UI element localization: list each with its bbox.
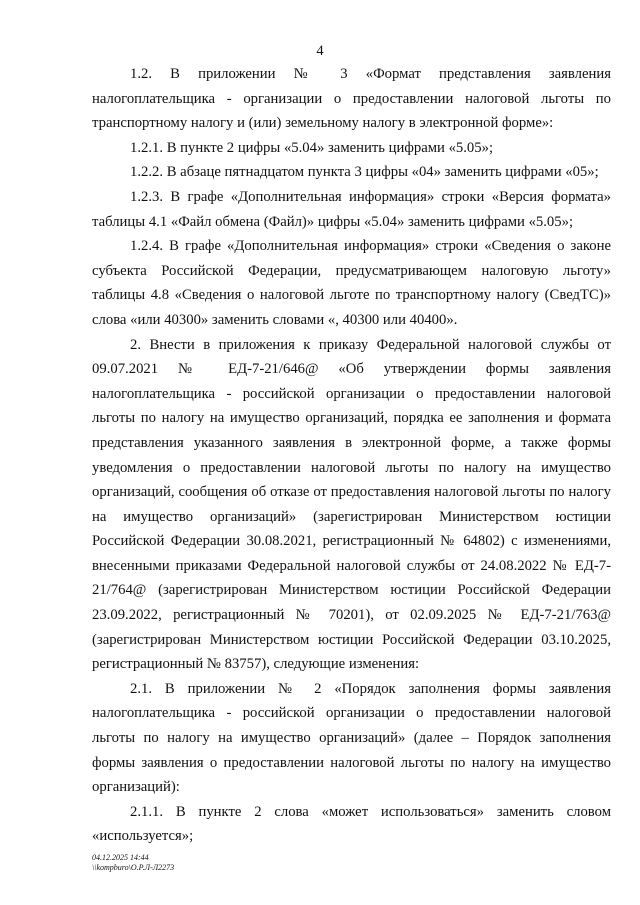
document-body xyxy=(92,62,611,849)
paragraph-1-2: 1.2. В приложении № 3 «Формат представления заявления налогоплательщика - организации о предоставлении налоговой льготы по транспортному налогу и (или) земельному налогу в электронной форме»: xyxy=(92,66,611,132)
footer-path: \\kompburo\О.Р.Л-Л2273 xyxy=(92,863,175,872)
paragraph-1-2-2: 1.2.2. В абзаце пятнадцатом пункта 3 цифры «04» заменить цифрами «05»; xyxy=(130,164,599,181)
paragraph-2-1: 2.1. В приложении № 2 «Порядок заполнения формы заявления налогоплательщика - российской организации о предоставлении налоговой льготы по налогу на имущество организаций» (далее – Порядок заполнения формы заявления о предоставлении налоговой льготы по налогу на имущество организаций): xyxy=(92,680,611,796)
page-number: 4 xyxy=(316,43,324,59)
paragraph-1-2-1: 1.2.1. В пункте 2 цифры «5.04» заменить цифрами «5.05»; xyxy=(130,139,494,156)
paragraph-2: 2. Внести в приложения к приказу Федеральной налоговой службы от 09.07.2021 № ЕД-7-21/646@ «Об утверждении формы заявления налогоплательщика - российской организации о предоставлении налоговой льготы по налогу на имущество организаций, порядка ее заполнения и формата представления указанного заявления в электронной форме, а также формы уведомления о предоставлении налоговой льготы по налогу на имущество организаций, сообщения об отказе от предоставления налоговой льготы по налогу на имущество организаций» (зарегистрирован Министерством юстиции Российской Федерации 30.08.2021, регистрационный № 64802) с изменениями, внесенными приказами Федеральной налоговой службы от 24.08.2022 № ЕД-7-21/764@ (зарегистрирован Министерством юстиции Российской Федерации 23.09.2022, регистрационный № 70201), от 02.09.2025 № ЕД-7-21/763@ (зарегистрирован Министерством юстиции Российской Федерации 03.10.2025, регистрационный № 83757), следующие изменения: xyxy=(92,336,611,673)
paragraph-1-2-4: 1.2.4. В графе «Дополнительная информация» строки «Сведения о законе субъекта Российской Федерации, предусматривающем налоговую льготу» таблицы 4.8 «Сведения о налоговой льготе по транспортному налогу (СведТС)» слова «или 40300» заменить словами «, 40300 или 40400». xyxy=(92,238,611,328)
paragraph-2-1-1: 2.1.1. В пункте 2 слова «может использоваться» заменить словом «используется»; xyxy=(92,803,611,845)
paragraph-1-2-3: 1.2.3. В графе «Дополнительная информация» строки «Версия формата» таблицы 4.1 «Файл обмена (Файл)» цифры «5.04» заменить цифрами «5.05»; xyxy=(92,188,611,230)
footer-stamp xyxy=(92,853,174,873)
footer-date: 04.12.2025 14:44 xyxy=(92,853,149,862)
